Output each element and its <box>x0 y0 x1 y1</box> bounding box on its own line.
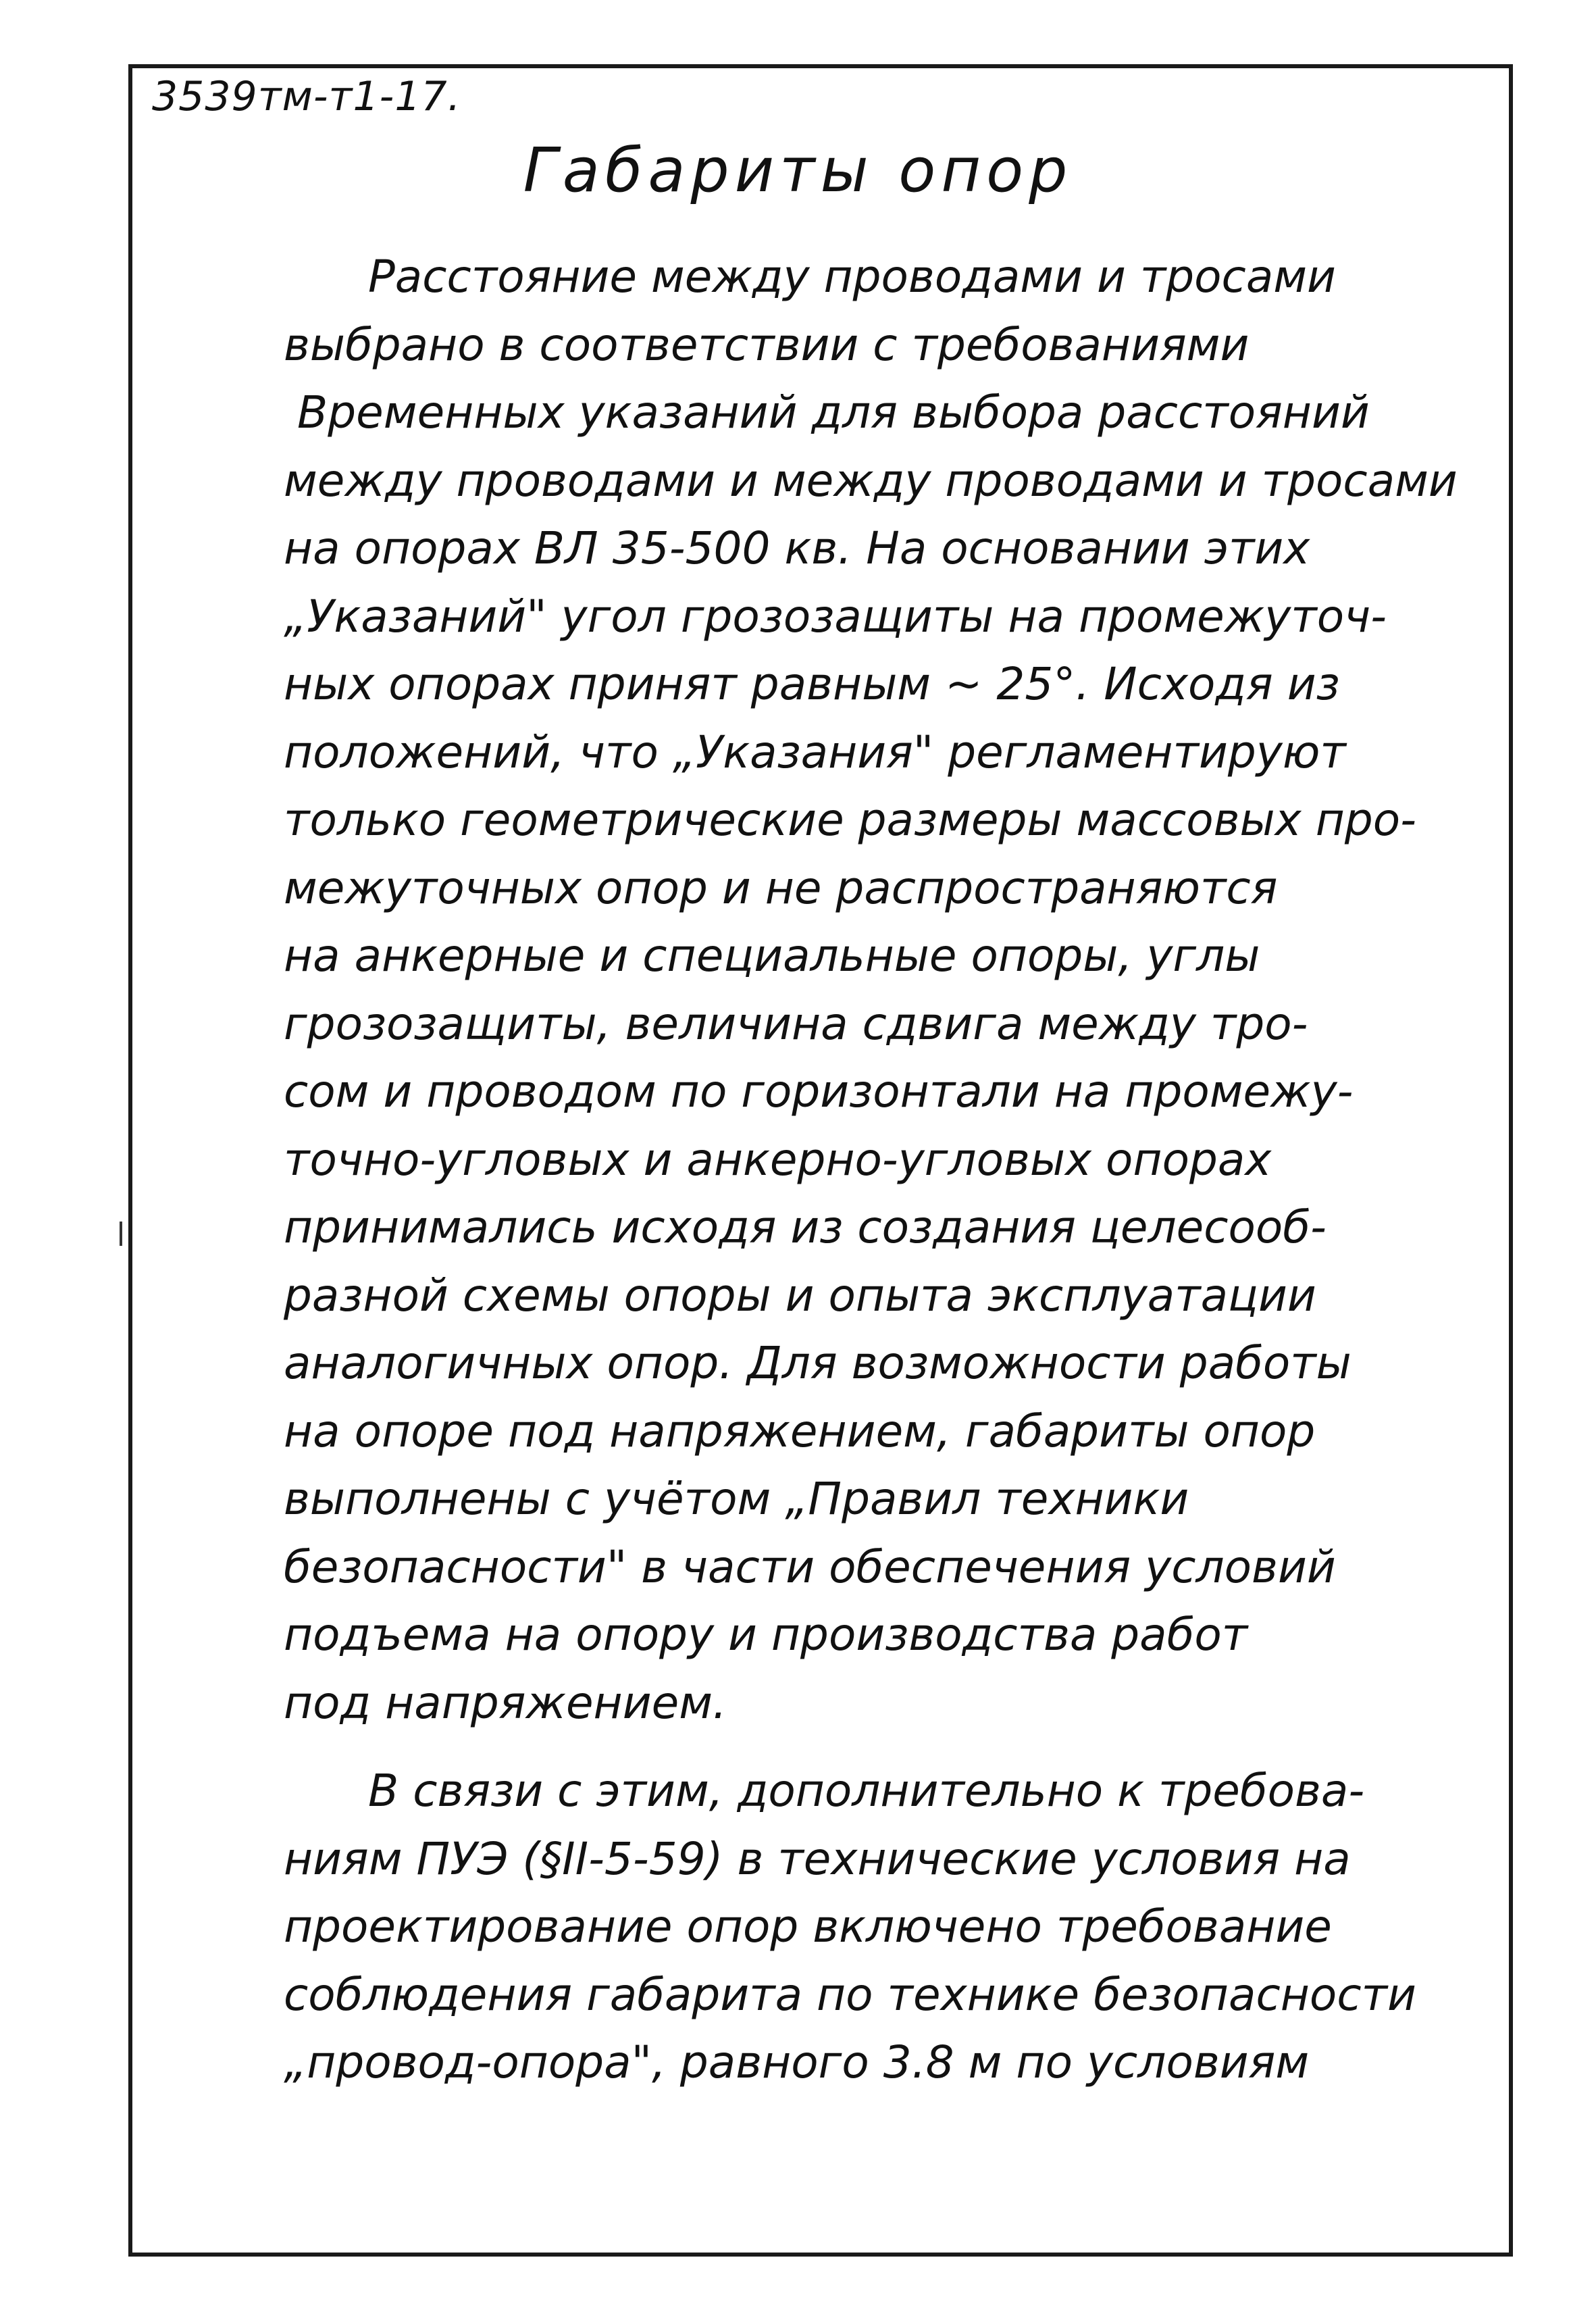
text-line: ных опорах принят равным ~ 25°. Исходя из <box>284 658 1340 710</box>
text-line: принимались исходя из создания целесооб- <box>284 1201 1327 1253</box>
text-line: только геометрические размеры массовых про- <box>284 794 1416 846</box>
text-line: между проводами и между проводами и тросами <box>284 454 1458 507</box>
text-line: В связи с этим, дополнительно к требова- <box>368 1765 1365 1817</box>
body-text <box>284 243 1499 2097</box>
text-line: Расстояние между проводами и тросами <box>368 251 1336 303</box>
text-line: подъема на опору и производства работ <box>284 1609 1248 1661</box>
text-line: „провод-опора", равного 3.8 м по условиям <box>284 2036 1310 2088</box>
text-line: межуточных опор и не распространяются <box>284 861 1278 914</box>
text-line: аналогичных опор. Для возможности работы <box>284 1337 1352 1389</box>
text-line: проектирование опор включено требование <box>284 1901 1332 1953</box>
text-line: грозозащиты, величина сдвига между тро- <box>284 997 1308 1050</box>
text-line: под напряжением. <box>284 1676 727 1729</box>
text-line: на опорах ВЛ 35-500 кв. На основании этих <box>284 522 1310 574</box>
text-line: разной схемы опоры и опыта эксплуатации <box>284 1269 1316 1322</box>
text-line: на анкерные и специальные опоры, углы <box>284 930 1260 982</box>
text-line: на опоре под напряжением, габариты опор <box>284 1405 1316 1457</box>
text-line: ниям ПУЭ (§II-5-59) в технические условия на <box>284 1832 1351 1885</box>
text-line: положений, что „Указания" регламентируют <box>284 726 1346 778</box>
text-line: „Указаний" угол грозозащиты на промежуточ- <box>284 590 1387 643</box>
text-line: выполнены с учётом „Правил техники <box>284 1473 1189 1525</box>
text-line: выбрано в соответствии с требованиями <box>284 318 1250 371</box>
text-line: Временных указаний для выбора расстояний <box>297 386 1370 438</box>
page-title: Габариты опор <box>523 135 1073 206</box>
text-line: безопасности" в части обеспечения условий <box>284 1540 1336 1593</box>
text-line: точно-угловых и анкерно-угловых опорах <box>284 1133 1272 1186</box>
text-line: сом и проводом по горизонтали на промежу- <box>284 1065 1354 1117</box>
text-line: соблюдения габарита по технике безопасности <box>284 1968 1416 2021</box>
document-code: 3539тм-т1-17. <box>152 73 461 120</box>
margin-mark <box>120 1222 122 1246</box>
